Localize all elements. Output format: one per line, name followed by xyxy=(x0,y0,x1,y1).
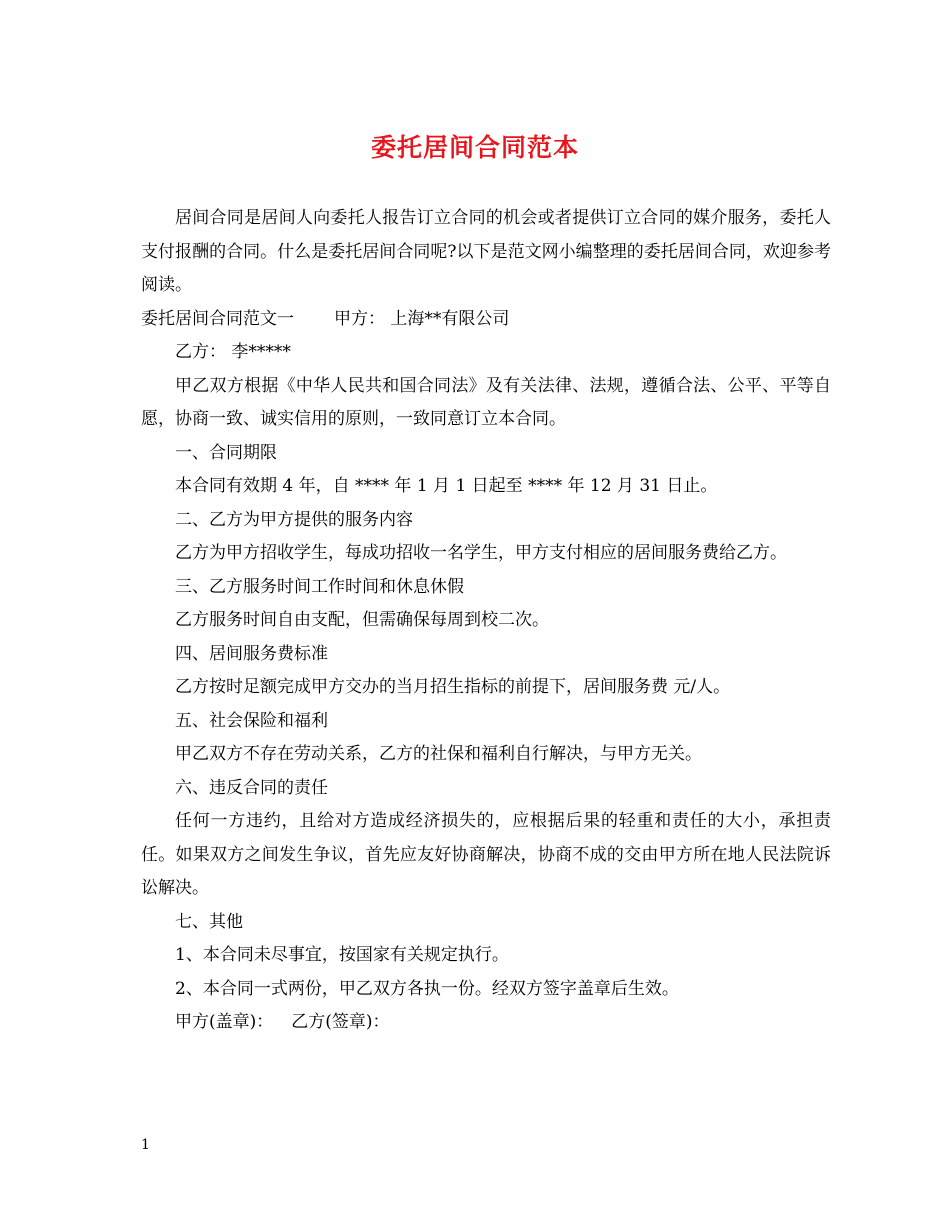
section-6-text: 任何一方违约，且给对方造成经济损失的，应根据后果的轻重和责任的大小，承担责任。如果双方之间发生争议，首先应友好协商解决，协商不成的交由甲方所在地人民法院诉讼解决。 xyxy=(141,811,831,898)
section-7-heading: 七、其他 xyxy=(175,911,243,932)
page-number: 1 xyxy=(141,1137,150,1153)
sample-heading-line xyxy=(141,303,831,337)
signature-line xyxy=(141,1006,831,1040)
section-3-text: 乙方服务时间自由支配，但需确保每周到校二次。 xyxy=(175,610,549,630)
section-5-heading: 五、社会保险和福利 xyxy=(175,710,328,731)
section-7-item-2: 2、本合同一式两份，甲乙双方各执一份。经双方签字盖章后生效。 xyxy=(175,978,679,999)
section-2-heading: 二、乙方为甲方提供的服务内容 xyxy=(175,509,413,530)
document-body xyxy=(141,202,831,1040)
party-b: 乙方： 李***** xyxy=(175,342,291,362)
document-title: 委托居间合同范本 xyxy=(370,133,579,162)
section-5-text: 甲乙双方不存在劳动关系，乙方的社保和福利自行解决，与甲方无关。 xyxy=(175,744,702,764)
section-3-heading: 三、乙方服务时间工作时间和休息休假 xyxy=(175,576,464,597)
preamble-paragraph: 甲乙双方根据《中华人民共和国合同法》及有关法律、法规，遵循合法、公平、平等自愿，协商一致、诚实信用的原则，一致同意订立本合同。 xyxy=(141,375,831,429)
section-2-text: 乙方为甲方招收学生，每成功招收一名学生，甲方支付相应的居间服务费给乙方。 xyxy=(175,543,787,563)
section-4-heading: 四、居间服务费标准 xyxy=(175,643,328,664)
signature-party-b: 乙方(签章)： xyxy=(291,1012,390,1032)
section-1-text: 本合同有效期 4 年，自 **** 年 1 月 1 日起至 **** 年 12 月 31 日止。 xyxy=(175,476,718,496)
signature-party-a: 甲方(盖章)： xyxy=(175,1012,274,1032)
party-a: 甲方： 上海**有限公司 xyxy=(334,308,510,329)
section-7-item-1: 1、本合同未尽事宜，按国家有关规定执行。 xyxy=(175,945,509,965)
section-4-text: 乙方按时足额完成甲方交办的当月招生指标的前提下，居间服务费 元/人。 xyxy=(175,677,731,697)
section-1-heading: 一、合同期限 xyxy=(175,442,277,463)
intro-paragraph: 居间合同是居间人向委托人报告订立合同的机会或者提供订立合同的媒介服务，委托人支付报酬的合同。什么是委托居间合同呢?以下是范文网小编整理的委托居间合同，欢迎参考阅读。 xyxy=(141,208,831,295)
section-6-heading: 六、违反合同的责任 xyxy=(175,777,328,798)
sample-heading: 委托居间合同范文一 xyxy=(141,308,294,329)
